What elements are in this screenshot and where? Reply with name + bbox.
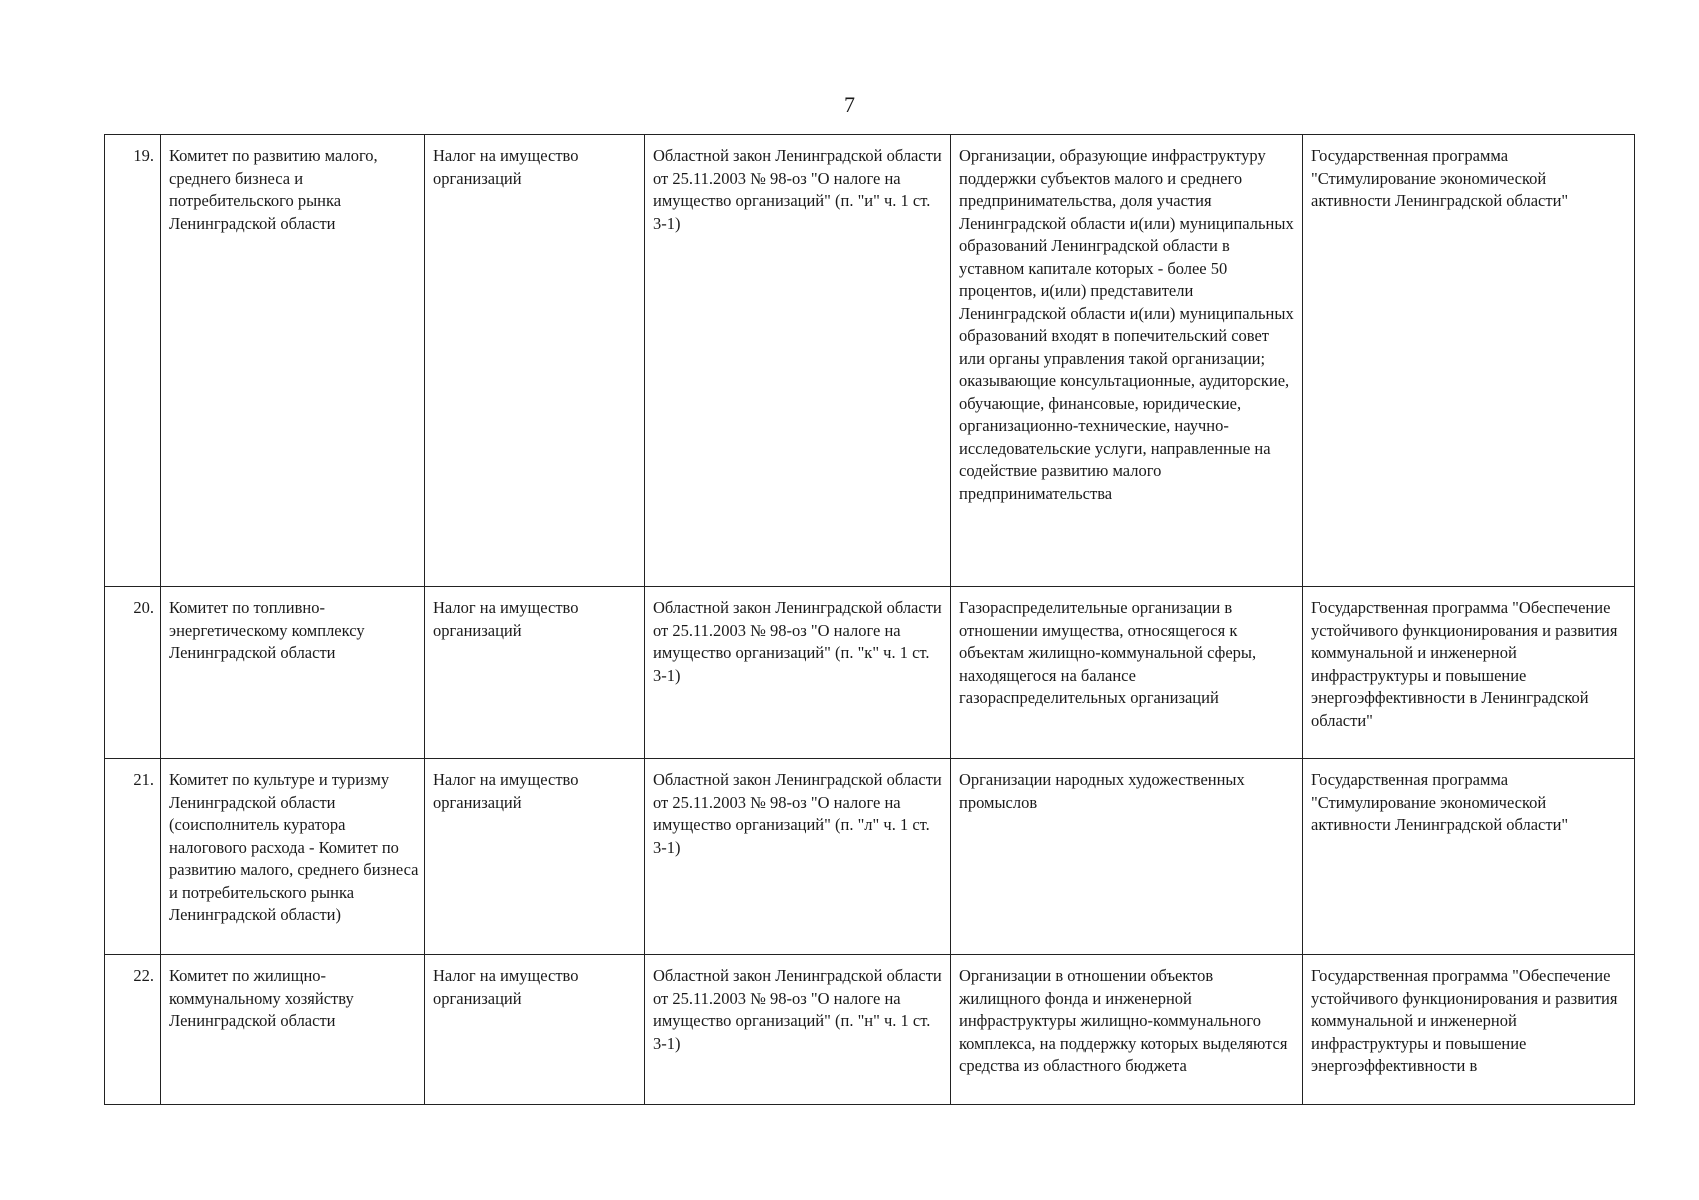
curator-cell: Комитет по развитию малого, среднего бизнеса и потребительского рынка Ленинградской области [161,135,425,587]
row-number: 22. [105,955,161,1105]
table-row [105,587,1635,759]
tax-cell: Налог на имущество организаций [425,955,645,1105]
table-row [105,955,1635,1105]
program-cell: Государственная программа "Обеспечение устойчивого функционирования и развития коммунальной и инженерной инфраструктуры и повышение энергоэффективности в Ленинградской области" [1303,587,1635,759]
tax-cell: Налог на имущество организаций [425,759,645,955]
law-cell: Областной закон Ленинградской области от 25.11.2003 № 98-оз "О налоге на имущество организаций" (п. "и" ч. 1 ст. 3-1) [645,135,951,587]
program-cell: Государственная программа "Стимулирование экономической активности Ленинградской области" [1303,759,1635,955]
curator-cell: Комитет по жилищно-коммунальному хозяйству Ленинградской области [161,955,425,1105]
recipients-cell: Организации в отношении объектов жилищного фонда и инженерной инфраструктуры жилищно-коммунального комплекса, на поддержку которых выделяются средства из областного бюджета [951,955,1303,1105]
law-cell: Областной закон Ленинградской области от 25.11.2003 № 98-оз "О налоге на имущество организаций" (п. "к" ч. 1 ст. 3-1) [645,587,951,759]
curator-cell: Комитет по культуре и туризму Ленинградской области (соисполнитель куратора налогового расхода - Комитет по развитию малого, среднего бизнеса и потребительского рынка Ленинградской области) [161,759,425,955]
row-number: 21. [105,759,161,955]
recipients-cell: Организации народных художественных промыслов [951,759,1303,955]
table-row [105,759,1635,955]
row-number: 19. [105,135,161,587]
recipients-cell: Газораспределительные организации в отношении имущества, относящегося к объектам жилищно-коммунальной сферы, находящегося на балансе газораспределительных организаций [951,587,1303,759]
law-cell: Областной закон Ленинградской области от 25.11.2003 № 98-оз "О налоге на имущество организаций" (п. "л" ч. 1 ст. 3-1) [645,759,951,955]
program-cell: Государственная программа "Обеспечение устойчивого функционирования и развития коммунальной и инженерной инфраструктуры и повышение энергоэффективности в [1303,955,1635,1105]
table-row [105,135,1635,587]
page-number: 7 [844,92,855,117]
program-cell: Государственная программа "Стимулирование экономической активности Ленинградской области" [1303,135,1635,587]
tax-cell: Налог на имущество организаций [425,135,645,587]
recipients-cell: Организации, образующие инфраструктуру поддержки субъектов малого и среднего предпринимательства, доля участия Ленинградской области и(или) муниципальных образований Ленинградской области в уставном капитале которых - более 50 процентов, и(или) представители Ленинградской области и(или) муниципальных образований входят в попечительский совет или органы управления такой организации; оказывающие консультационные, аудиторские, обучающие, финансовые, юридические, организационно-технические, научно-исследовательские услуги, направленные на содействие развитию малого предпринимательства [951,135,1303,587]
tax-expenditure-table [104,134,1635,1105]
law-cell: Областной закон Ленинградской области от 25.11.2003 № 98-оз "О налоге на имущество организаций" (п. "н" ч. 1 ст. 3-1) [645,955,951,1105]
tax-cell: Налог на имущество организаций [425,587,645,759]
curator-cell: Комитет по топливно-энергетическому комплексу Ленинградской области [161,587,425,759]
row-number: 20. [105,587,161,759]
